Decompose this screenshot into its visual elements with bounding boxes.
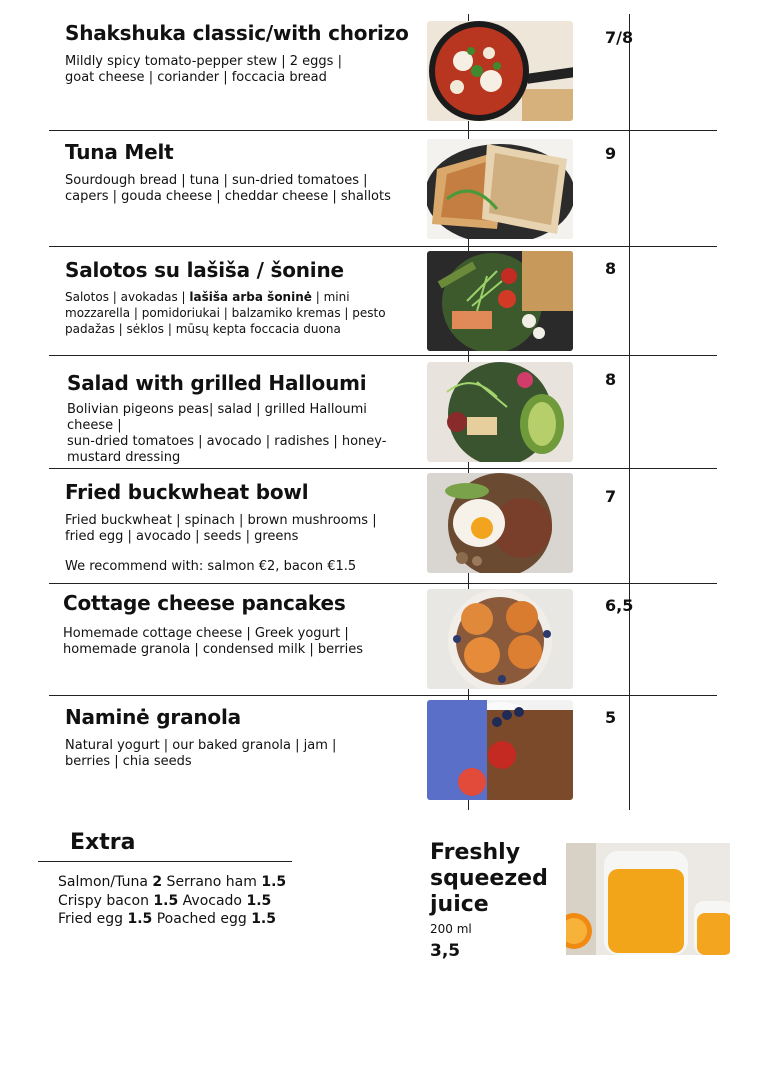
item-title: Naminė granola	[65, 705, 241, 729]
tuna-melt-photo	[427, 139, 573, 239]
item-price: 8	[605, 370, 617, 389]
extra-title: Extra	[70, 830, 136, 855]
menu-list	[49, 14, 717, 810]
juice-title: Freshly squeezed juice	[430, 840, 548, 917]
menu-item	[49, 356, 717, 469]
item-description: Sourdough bread | tuna | sun-dried tomatoes | capers | gouda cheese | cheddar cheese | shallots	[65, 173, 391, 204]
pancakes-photo	[427, 589, 573, 689]
menu-item	[49, 584, 717, 696]
item-title: Shakshuka classic/with chorizo	[65, 21, 409, 45]
item-title: Cottage cheese pancakes	[63, 591, 346, 615]
item-description: Fried buckwheat | spinach | brown mushrooms | fried egg | avocado | seeds | greens	[65, 513, 377, 544]
shakshuka-photo	[427, 21, 573, 121]
halloumi-salad-photo	[427, 362, 573, 462]
item-title: Fried buckwheat bowl	[65, 480, 309, 504]
recommendation-note: We recommend with: salmon €2, bacon €1.5	[65, 559, 357, 574]
item-price: 5	[605, 708, 617, 727]
orange-juice-photo	[566, 843, 730, 955]
item-description: Mildly spicy tomato-pepper stew | 2 eggs | goat cheese | coriander | foccacia bread	[65, 54, 342, 85]
juice-volume: 200 ml	[430, 922, 472, 936]
item-price: 6,5	[605, 596, 634, 615]
column-divider	[629, 469, 630, 583]
item-description: Salotos | avokadas | lašiša arba šoninė | mini mozzarella | pomidoriukai | balzamiko kremas | pesto padažas | sėklos | mūsų kepta foccacia duona	[65, 290, 386, 336]
column-divider	[629, 696, 630, 810]
column-divider	[629, 131, 630, 246]
item-title: Tuna Melt	[65, 140, 174, 164]
menu-item	[49, 131, 717, 247]
extra-line: Fried egg 1.5 Poached egg 1.5	[58, 911, 276, 927]
item-description: Bolivian pigeons peas| salad | grilled Halloumi cheese | sun-dried tomatoes | avocado | radishes | honey- mustard dressing	[67, 402, 387, 465]
item-price: 7	[605, 487, 617, 506]
item-price: 9	[605, 144, 617, 163]
item-description: Homemade cottage cheese | Greek yogurt | homemade granola | condensed milk | berries	[63, 626, 363, 657]
menu-item	[49, 14, 717, 131]
column-divider	[629, 247, 630, 355]
juice-price: 3,5	[430, 941, 461, 961]
salmon-salad-photo	[427, 251, 573, 351]
item-title: Salotos su lašiša / šonine	[65, 258, 344, 282]
item-title: Salad with grilled Halloumi	[67, 371, 367, 395]
granola-photo	[427, 700, 573, 800]
menu-item	[49, 696, 717, 810]
menu-item	[49, 247, 717, 356]
extra-list	[58, 873, 286, 929]
menu-item	[49, 469, 717, 584]
item-price: 7/8	[605, 28, 634, 47]
item-price: 8	[605, 259, 617, 278]
extra-divider	[38, 861, 292, 862]
column-divider	[629, 356, 630, 468]
extra-line: Salmon/Tuna 2 Serrano ham 1.5	[58, 874, 287, 890]
buckwheat-bowl-photo	[427, 473, 573, 573]
item-description: Natural yogurt | our baked granola | jam | berries | chia seeds	[65, 738, 337, 769]
extra-line: Crispy bacon 1.5 Avocado 1.5	[58, 892, 272, 909]
